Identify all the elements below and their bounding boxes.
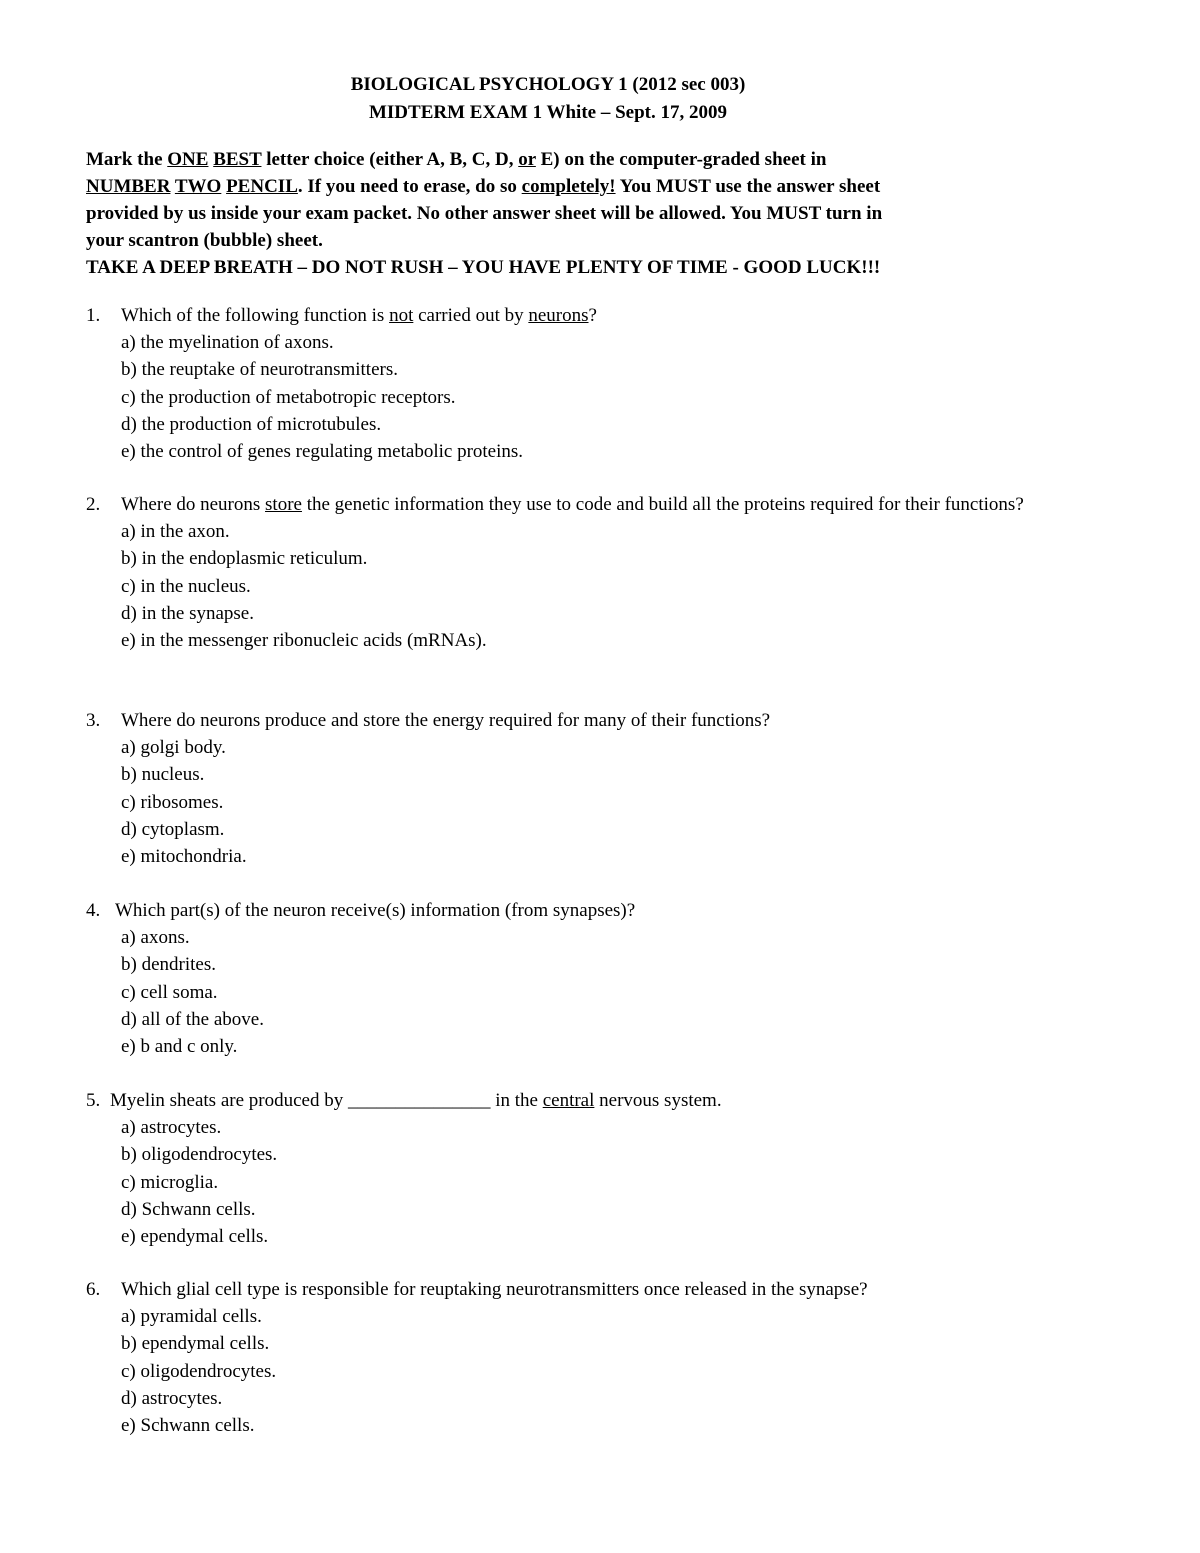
answer-choice-c: c) ribosomes. <box>121 791 224 813</box>
question-emphasis: not <box>389 305 414 326</box>
answer-choice-c: c) cell soma. <box>121 981 218 1003</box>
answer-choices <box>86 1114 1101 1250</box>
question-number: 2. <box>86 494 101 515</box>
answer-choice-c: c) the production of metabotropic receptors. <box>121 386 456 408</box>
question-emphasis: store <box>265 494 302 515</box>
question-5 <box>86 1087 1101 1250</box>
question-text: Which glial cell type is responsible for reuptaking neurotransmitters once released in the synapse? <box>121 1279 868 1300</box>
answer-choice-c: c) oligodendrocytes. <box>121 1360 277 1382</box>
instruction-line-4: your scantron (bubble) sheet. <box>86 230 323 251</box>
question-text-part: Which of the following function is <box>121 305 390 326</box>
instruction-emphasis: PENCIL <box>226 176 298 197</box>
question-text: Which part(s) of the neuron receive(s) information (from synapses)? <box>115 900 636 921</box>
answer-choice-d: d) the production of microtubules. <box>121 413 382 435</box>
exam-instructions <box>86 146 1101 281</box>
question-1 <box>86 302 1101 465</box>
answer-choice-e: e) in the messenger ribonucleic acids (mRNAs). <box>121 630 487 652</box>
answer-choice-c: c) microglia. <box>121 1171 219 1193</box>
question-emphasis: central <box>542 1090 595 1111</box>
answer-choice-b: b) oligodendrocytes. <box>121 1144 278 1166</box>
answer-choice-a: a) golgi body. <box>121 737 226 759</box>
question-text-part: carried out by <box>413 305 529 326</box>
question-text <box>121 491 1101 518</box>
answer-choice-a: a) in the axon. <box>121 521 230 543</box>
question-stem <box>86 1276 1101 1303</box>
instruction-line-2 <box>86 173 1101 200</box>
question-text-part: ? <box>588 305 597 326</box>
question-4 <box>86 897 1101 1060</box>
answer-choices <box>86 924 1101 1060</box>
instruction-emphasis: completely! <box>521 176 616 197</box>
answer-choice-b: b) nucleus. <box>121 764 205 786</box>
answer-choice-c: c) in the nucleus. <box>121 575 251 597</box>
question-text-part: the genetic information they use to code and build all the proteins required for their functions? <box>301 494 1024 515</box>
question-stem <box>86 897 1101 924</box>
answer-choices <box>86 1303 1101 1439</box>
instruction-line-1 <box>86 146 1101 173</box>
answer-choice-e: e) mitochondria. <box>121 846 247 868</box>
instruction-line-5: TAKE A DEEP BREATH – DO NOT RUSH – YOU HAVE PLENTY OF TIME - GOOD LUCK!!! <box>86 257 881 278</box>
instruction-emphasis: ONE <box>167 149 209 170</box>
question-text <box>121 302 1101 329</box>
answer-choice-b: b) in the endoplasmic reticulum. <box>121 548 368 570</box>
exam-subtitle: MIDTERM EXAM 1 White – Sept. 17, 2009 <box>368 102 727 123</box>
instruction-text: E) on the computer-graded sheet in <box>535 149 827 170</box>
answer-choice-d: d) all of the above. <box>121 1008 264 1030</box>
instruction-text: Mark the <box>86 149 168 170</box>
question-3 <box>86 707 1101 870</box>
instruction-text: letter choice (either A, B, C, D, <box>261 149 519 170</box>
answer-choice-a: a) axons. <box>121 927 190 949</box>
question-text <box>110 1087 1101 1114</box>
question-number: 4. <box>86 900 101 921</box>
question-stem <box>86 491 1101 518</box>
instruction-text: You MUST use the answer sheet <box>615 176 881 197</box>
answer-choice-e: e) Schwann cells. <box>121 1415 255 1437</box>
answer-choice-d: d) cytoplasm. <box>121 818 225 840</box>
answer-choice-d: d) in the synapse. <box>121 602 254 624</box>
instruction-emphasis: TWO <box>174 176 222 197</box>
question-emphasis: neurons <box>528 305 589 326</box>
answer-choice-a: a) the myelination of axons. <box>121 332 334 354</box>
answer-choice-b: b) dendrites. <box>121 954 216 976</box>
instruction-emphasis: or <box>518 149 536 170</box>
question-number: 5. <box>86 1090 101 1111</box>
answer-choice-d: d) Schwann cells. <box>121 1198 256 1220</box>
question-stem <box>86 707 1101 734</box>
answer-choice-a: a) astrocytes. <box>121 1117 222 1139</box>
instruction-emphasis: BEST <box>213 149 262 170</box>
question-number: 3. <box>86 710 101 731</box>
answer-choice-a: a) pyramidal cells. <box>121 1306 262 1328</box>
answer-choice-e: e) b and c only. <box>121 1036 238 1058</box>
question-text-part: nervous system. <box>594 1090 722 1111</box>
answer-choice-e: e) the control of genes regulating metabolic proteins. <box>121 441 524 463</box>
instruction-line-3: provided by us inside your exam packet. No other answer sheet will be allowed. You MUST turn in <box>86 203 883 224</box>
answer-choice-e: e) ependymal cells. <box>121 1226 269 1248</box>
question-2 <box>86 491 1101 654</box>
answer-choices <box>86 329 1101 465</box>
answer-choices <box>86 518 1101 654</box>
question-stem <box>86 302 1101 329</box>
question-text-part: Where do neurons <box>121 494 266 515</box>
answer-choice-b: b) ependymal cells. <box>121 1333 270 1355</box>
answer-choice-d: d) astrocytes. <box>121 1387 223 1409</box>
question-number: 1. <box>86 305 101 326</box>
question-stem <box>86 1087 1101 1114</box>
exam-course-title: BIOLOGICAL PSYCHOLOGY 1 (2012 sec 003) <box>350 74 746 95</box>
answer-choices <box>86 734 1101 870</box>
question-text: Where do neurons produce and store the energy required for many of their functions? <box>121 710 771 731</box>
question-number: 6. <box>86 1279 101 1300</box>
answer-choice-b: b) the reuptake of neurotransmitters. <box>121 359 398 381</box>
instruction-text: . If you need to erase, do so <box>297 176 522 197</box>
instruction-emphasis: NUMBER <box>86 176 171 197</box>
question-text-part: Myelin sheats are produced by _______________ in the <box>110 1090 543 1111</box>
question-6 <box>86 1276 1101 1439</box>
